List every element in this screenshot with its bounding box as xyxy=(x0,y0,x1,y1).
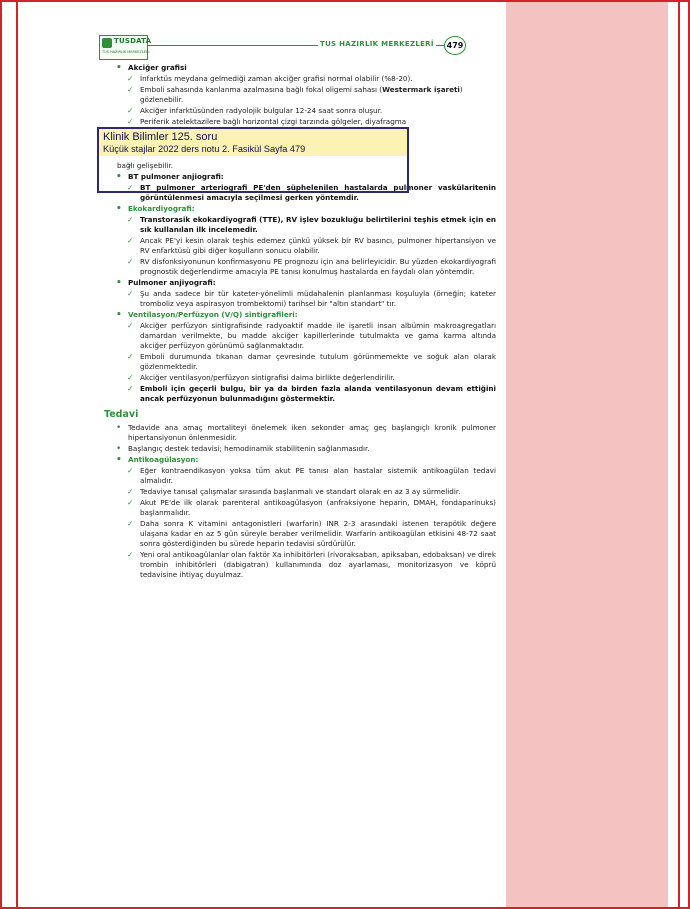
list-item: ✓ Akciğer ventilasyon/perfüzyon sintigrafisi daima birlikte değerlendirilir. xyxy=(104,373,496,383)
page-number: 479 xyxy=(444,36,466,55)
list-item: ✓ Periferik atelektazilere bağlı horizontal çizgi tarzında gölgeler, diyafragma xyxy=(104,117,496,127)
section-ekokardiyografi: • Ekokardiyografi: xyxy=(104,204,496,214)
tusdata-logo xyxy=(99,35,152,60)
text-run: ) gözlenebilir. xyxy=(140,85,463,104)
list-item: ✓ Ancak PE'yi kesin olarak teşhis edemez çünkü yüksek bir RV basıncı, pulmoner hipertansiyon ve RV enfarktüsü gibi diğer koşulların sonucu olabilir. xyxy=(104,236,496,256)
section-vq-sintigrafi: • Ventilasyon/Perfüzyon (V/Q) sintigrafileri: xyxy=(104,310,496,320)
logo-mark-icon xyxy=(102,38,112,48)
list-item: ✓ Akciğer perfüzyon sintigrafisinde radyoaktif madde ile işaretli insan albümin makroagregatları damardan verilmekte, bu madde akciğer kapillerlerinde tutulmakta ve gama karma altında akciğer perfüzyon görünümü sağlanmaktadır. xyxy=(104,321,496,351)
text-run: bağlı gelişebilir. xyxy=(117,161,174,170)
annotation-line-2: Küçük stajlar 2022 ders notu 2. Fasikül Sayfa 479 xyxy=(103,144,306,154)
list-item xyxy=(104,85,496,105)
header-title: TUS HAZIRLIK MERKEZLERİ xyxy=(320,40,434,48)
section-bt-pulmoner-anjiografi: • BT pulmoner anjiografi: xyxy=(104,172,496,182)
list-item: • Başlangıç destek tedavisi; hemodinamik stabilitenin sağlanmasıdır. xyxy=(104,444,496,454)
section-antikoagulasyon: • Antikoagülasyon: xyxy=(104,455,496,465)
list-item: ✓ Tedaviye tanısal çalışmalar sırasında başlanmalı ve standart olarak en az 3 ay sürmelidir. xyxy=(104,487,496,497)
logo-subtext: TUS HAZIRLIK MERKEZLERİ xyxy=(102,50,150,54)
list-item: ✓ Yeni oral antikoagülanlar olan faktör Xa inhibitörleri (rivoraksaban, apiksaban, edobaksan) ve direk trombin inhibitörleri (dabigatran) kullanımında doz ayarlaması, monitorizasyon ve köprü tedavisine ihtiyaç duyulmaz. xyxy=(104,550,496,580)
list-item: ✓ Akut PE'de ilk olarak parenteral antikoagülasyon (anfraksiyone heparin, DMAH, fondaparinuks) başlanmalıdır. xyxy=(104,498,496,518)
list-item: ✓ Transtorasik ekokardiyografi (TTE), RV işlev bozukluğu belirtilerini teşhis etmek için en sık kullanılan ilk incelemedir. xyxy=(104,215,496,235)
text-run: Emboli sahasında kanlanma azalmasına bağlı fokal oligemi sahası ( xyxy=(140,85,383,94)
list-item: ✓ Akciğer infarktüsünden radyolojik bulgular 12-24 saat sonra oluşur. xyxy=(104,106,496,116)
section-akciger-grafisi: • Akciğer grafisi xyxy=(104,63,496,73)
list-item: ✓ İnfarktüs meydana gelmediği zaman akciğer grafisi normal olabilir (%8-20). xyxy=(104,74,496,84)
section-pulmoner-anjiyografi: • Pulmoner anjiyografi: xyxy=(104,278,496,288)
list-item: ✓ Daha sonra K vitamini antagonistleri (warfarin) INR 2-3 arasındaki istenen terapötik değere ulaşana kadar en az 5 gün süreyle beraber verilmelidir. Warfarin antikoagülan etkisini 48-72 saat sonra gösterdiğinden bu sürede heparin tedavisi sürdürülür. xyxy=(104,519,496,549)
section-tedavi: Tedavi xyxy=(104,409,139,420)
list-item: • Tedavide ana amaç mortaliteyi önelemek iken sekonder amaç geç başlangıçlı kronik pulmoner hipertansiyonun önlenmesidir. xyxy=(104,423,496,443)
side-panel xyxy=(506,2,668,907)
source-annotation-box xyxy=(97,127,409,193)
list-item: ✓ Emboli durumunda tıkanan damar çevresinde tutulum görünmemekte ve soğuk alan olarak gözlenmektedir. xyxy=(104,352,496,372)
annotation-line-1: Klinik Bilimler 125. soru xyxy=(103,131,218,143)
westermark-term: Westermark işareti xyxy=(382,85,460,94)
list-item: ✓ Şu anda sadece bir tür kateter-yönelimli müdahalenin planlanması koşuluyla (örneğin; kateter tromboliz veya aspirasyon trombektomi) tarihsel bir "altın standart" tır. xyxy=(104,289,496,309)
list-item: ✓ BT pulmoner arteriografi PE'den şüphelenilen hastalarda pulmoner vaskülaritenin görüntülenmesi amacıyla seçilmesi gerken yöntemdir. xyxy=(104,183,496,203)
logo-text: TUSDATA xyxy=(114,37,152,45)
list-item: ✓ RV disfonksiyonunun konfirmasyonu PE prognozu için ana belirleyicidir. Bu yüzden ekokardiyografi prognostik değerlendirme amacıyla PE tanısı konulmuş hastalarda en faydalı olan yöntemdir. xyxy=(104,257,496,277)
list-item: ✓ Eğer kontraendikasyon yoksa tüm akut PE tanısı alan hastalar sistemik antikoagülan tedavi almalıdır. xyxy=(104,466,496,486)
list-item: ✓ Emboli için geçerli bulgu, bir ya da birden fazla alanda ventilasyonun devam ettiğini ancak perfüzyonun bulunmadığını göstermektir. xyxy=(104,384,496,404)
